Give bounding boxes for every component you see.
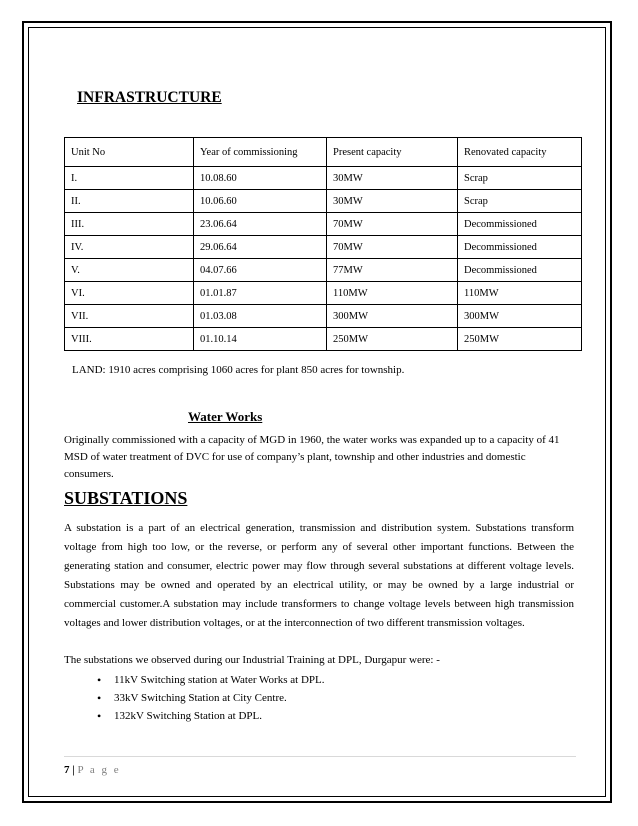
table-cell: 23.06.64	[194, 213, 327, 236]
table-cell: III.	[65, 213, 194, 236]
list-item: • 11kV Switching station at Water Works at DPL.	[64, 671, 324, 689]
table-cell: V.	[65, 259, 194, 282]
substation-list	[64, 671, 324, 725]
substations-heading: SUBSTATIONS	[64, 488, 188, 508]
table-cell: 77MW	[327, 259, 458, 282]
footer-divider	[64, 756, 576, 757]
table-cell: 300MW	[458, 305, 582, 328]
page-label: P a g e	[77, 764, 121, 776]
table-cell: I.	[65, 167, 194, 190]
table-cell: Decommissioned	[458, 236, 582, 259]
table-row	[65, 236, 582, 259]
table-cell: 250MW	[458, 328, 582, 351]
table-row	[65, 305, 582, 328]
table-cell: 70MW	[327, 213, 458, 236]
table-cell: 70MW	[327, 236, 458, 259]
table-cell: 30MW	[327, 190, 458, 213]
table-cell: 110MW	[327, 282, 458, 305]
table-row	[65, 213, 582, 236]
infrastructure-heading: INFRASTRUCTURE	[77, 89, 222, 106]
table-cell: 30MW	[327, 167, 458, 190]
table-row	[65, 282, 582, 305]
page-number: 7	[64, 764, 70, 776]
table-cell: 01.03.08	[194, 305, 327, 328]
list-item: • 33kV Switching Station at City Centre.	[64, 689, 324, 707]
table-cell: Scrap	[458, 190, 582, 213]
table-cell: 110MW	[458, 282, 582, 305]
table-cell: VIII.	[65, 328, 194, 351]
table-cell: 01.10.14	[194, 328, 327, 351]
table-row	[65, 190, 582, 213]
header-cell: Renovated capacity	[458, 138, 582, 167]
table-header-row	[65, 138, 582, 167]
header-cell: Year of commissioning	[194, 138, 327, 167]
table-cell: 01.01.87	[194, 282, 327, 305]
land-note: LAND: 1910 acres comprising 1060 acres for plant 850 acres for township.	[72, 364, 405, 376]
footer-separator: |	[72, 764, 75, 776]
table-cell: 250MW	[327, 328, 458, 351]
list-item: • 132kV Switching Station at DPL.	[64, 707, 324, 725]
header-cell: Present capacity	[327, 138, 458, 167]
observed-intro: The substations we observed during our Industrial Training at DPL, Durgapur were: -	[64, 654, 440, 666]
substations-paragraph: A substation is a part of an electrical generation, transmission and distribution system. Substations transform voltage from high too low, or the reverse, or perform any of several other important functions. Between the generating station and consumer, electric power may flow through several substations at different voltage levels. Substations may be owned and operated by an electrical utility, or may be owned by a large industrial or commercial customer.A substation may include transformers to change voltage levels between high transmission voltages and lower distribution voltages, or at the interconnection of two different transmission voltages.	[64, 522, 574, 629]
table-cell: 10.06.60	[194, 190, 327, 213]
table-cell: VI.	[65, 282, 194, 305]
units-table	[64, 137, 582, 351]
water-works-paragraph: Originally commissioned with a capacity of MGD in 1960, the water works was expanded up to a capacity of 41 MSD of water treatment of DVC for use of company’s plant, township and other industries and domestic consumers.	[64, 434, 560, 480]
table-cell: VII.	[65, 305, 194, 328]
water-works-heading: Water Works	[188, 409, 263, 424]
table-cell: IV.	[65, 236, 194, 259]
table-cell: Decommissioned	[458, 213, 582, 236]
table-cell: Scrap	[458, 167, 582, 190]
table-cell: 04.07.66	[194, 259, 327, 282]
header-cell: Unit No	[65, 138, 194, 167]
table-cell: 300MW	[327, 305, 458, 328]
table-cell: II.	[65, 190, 194, 213]
table-row	[65, 328, 582, 351]
table-cell: 29.06.64	[194, 236, 327, 259]
page-footer	[64, 764, 121, 776]
table-cell: 10.08.60	[194, 167, 327, 190]
table-cell: Decommissioned	[458, 259, 582, 282]
table-row	[65, 259, 582, 282]
table-row	[65, 167, 582, 190]
